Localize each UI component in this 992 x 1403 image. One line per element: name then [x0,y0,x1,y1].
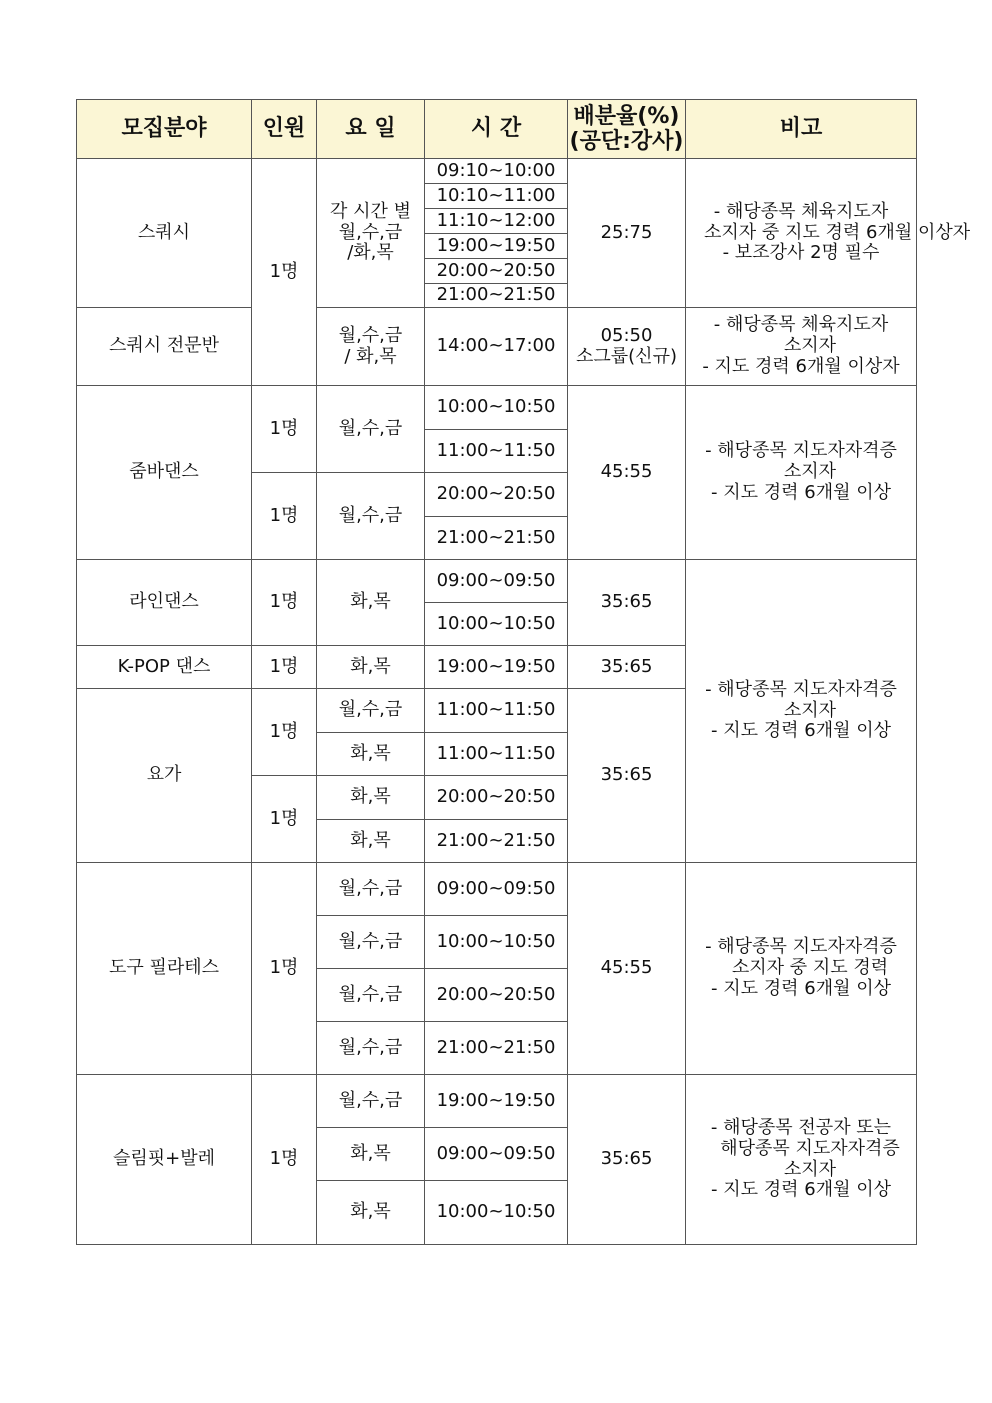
header-field: 모집분야 [77,100,252,159]
people-line-dance: 1명 [252,560,317,646]
days-cell: 화,목 [317,1128,425,1181]
days-zumba-a: 월,수,금 [317,386,425,473]
header-ratio: 배분율(%) (공단:강사) [568,100,686,159]
time-cell: 19:00~19:50 [425,1075,568,1128]
note-dance-yoga: - 해당종목 지도자자격증 소지자 - 지도 경력 6개월 이상 [686,560,917,863]
field-kpop: K-POP 댄스 [77,646,252,689]
table-row [77,560,917,603]
days-cell: 화,목 [317,820,425,863]
table-row [77,308,917,386]
time-cell: 20:00~20:50 [425,259,568,284]
time-cell: 10:00~10:50 [425,916,568,969]
ratio-pilates: 45:55 [568,863,686,1075]
time-cell: 10:00~10:50 [425,1181,568,1245]
people-slimfit: 1명 [252,1075,317,1245]
note-squash: - 해당종목 체육지도자 소지자 중 지도 경력 6개월 이상자 - 보조강사 2명 필수 [686,159,917,308]
time-cell: 20:00~20:50 [425,969,568,1022]
people-zumba-b: 1명 [252,473,317,560]
time-cell: 19:00~19:50 [425,234,568,259]
note-squash-pro: - 해당종목 체육지도자 소지자 - 지도 경력 6개월 이상자 [686,308,917,386]
ratio-squash: 25:75 [568,159,686,308]
ratio-line-dance: 35:65 [568,560,686,646]
header-people: 인원 [252,100,317,159]
time-cell: 14:00~17:00 [425,308,568,386]
people-zumba-a: 1명 [252,386,317,473]
field-yoga: 요가 [77,689,252,863]
time-cell: 09:00~09:50 [425,560,568,603]
ratio-zumba: 45:55 [568,386,686,560]
days-squash: 각 시간 별 월,수,금 /화,목 [317,159,425,308]
table-row [77,863,917,916]
note-zumba: - 해당종목 지도자자격증 소지자 - 지도 경력 6개월 이상 [686,386,917,560]
recruitment-table [76,99,971,1245]
ratio-squash-pro: 05:50 소그룹(신규) [568,308,686,386]
time-cell: 09:00~09:50 [425,1128,568,1181]
field-squash-pro: 스쿼시 전문반 [77,308,252,386]
time-cell: 10:00~10:50 [425,603,568,646]
header-note: 비고 [686,100,917,159]
days-cell: 월,수,금 [317,916,425,969]
days-cell: 월,수,금 [317,1075,425,1128]
note-pilates: - 해당종목 지도자자격증 소지자 중 지도 경력 - 지도 경력 6개월 이상 [686,863,917,1075]
time-cell: 21:00~21:50 [425,1022,568,1075]
header-days: 요 일 [317,100,425,159]
people-yoga-a: 1명 [252,689,317,776]
table-row [77,159,917,184]
ratio-slimfit: 35:65 [568,1075,686,1245]
note-slimfit: - 해당종목 전공자 또는 해당종목 지도자자격증 소지자 - 지도 경력 6개월 이상 [686,1075,917,1245]
field-zumba: 줌바댄스 [77,386,252,560]
days-cell: 화,목 [317,733,425,776]
time-cell: 09:10~10:00 [425,159,568,184]
time-cell: 09:00~09:50 [425,863,568,916]
time-cell: 21:00~21:50 [425,517,568,560]
time-cell: 21:00~21:50 [425,820,568,863]
days-kpop: 화,목 [317,646,425,689]
header-time: 시 간 [425,100,568,159]
days-cell: 월,수,금 [317,689,425,733]
time-cell: 11:00~11:50 [425,689,568,733]
days-cell: 월,수,금 [317,1022,425,1075]
time-cell: 21:00~21:50 [425,284,568,308]
days-cell: 월,수,금 [317,969,425,1022]
time-cell: 20:00~20:50 [425,473,568,517]
table-row [77,386,917,430]
people-pilates: 1명 [252,863,317,1075]
time-cell: 11:10~12:00 [425,209,568,234]
time-cell: 11:00~11:50 [425,430,568,473]
people-yoga-b: 1명 [252,776,317,863]
ratio-yoga: 35:65 [568,689,686,863]
days-cell: 월,수,금 [317,863,425,916]
field-pilates: 도구 필라테스 [77,863,252,1075]
days-cell: 화,목 [317,1181,425,1245]
people-kpop: 1명 [252,646,317,689]
time-cell: 20:00~20:50 [425,776,568,820]
field-slimfit: 슬림핏+발레 [77,1075,252,1245]
people-squash: 1명 [252,159,317,386]
time-cell: 10:10~11:00 [425,184,568,209]
table-row [77,1075,917,1128]
ratio-kpop: 35:65 [568,646,686,689]
days-squash-pro: 월,수,금 / 화,목 [317,308,425,386]
days-line-dance: 화,목 [317,560,425,646]
time-cell: 11:00~11:50 [425,733,568,776]
field-squash: 스쿼시 [77,159,252,308]
days-zumba-b: 월,수,금 [317,473,425,560]
time-cell: 10:00~10:50 [425,386,568,430]
header-row [77,100,917,159]
days-cell: 화,목 [317,776,425,820]
field-line-dance: 라인댄스 [77,560,252,646]
time-cell: 19:00~19:50 [425,646,568,689]
